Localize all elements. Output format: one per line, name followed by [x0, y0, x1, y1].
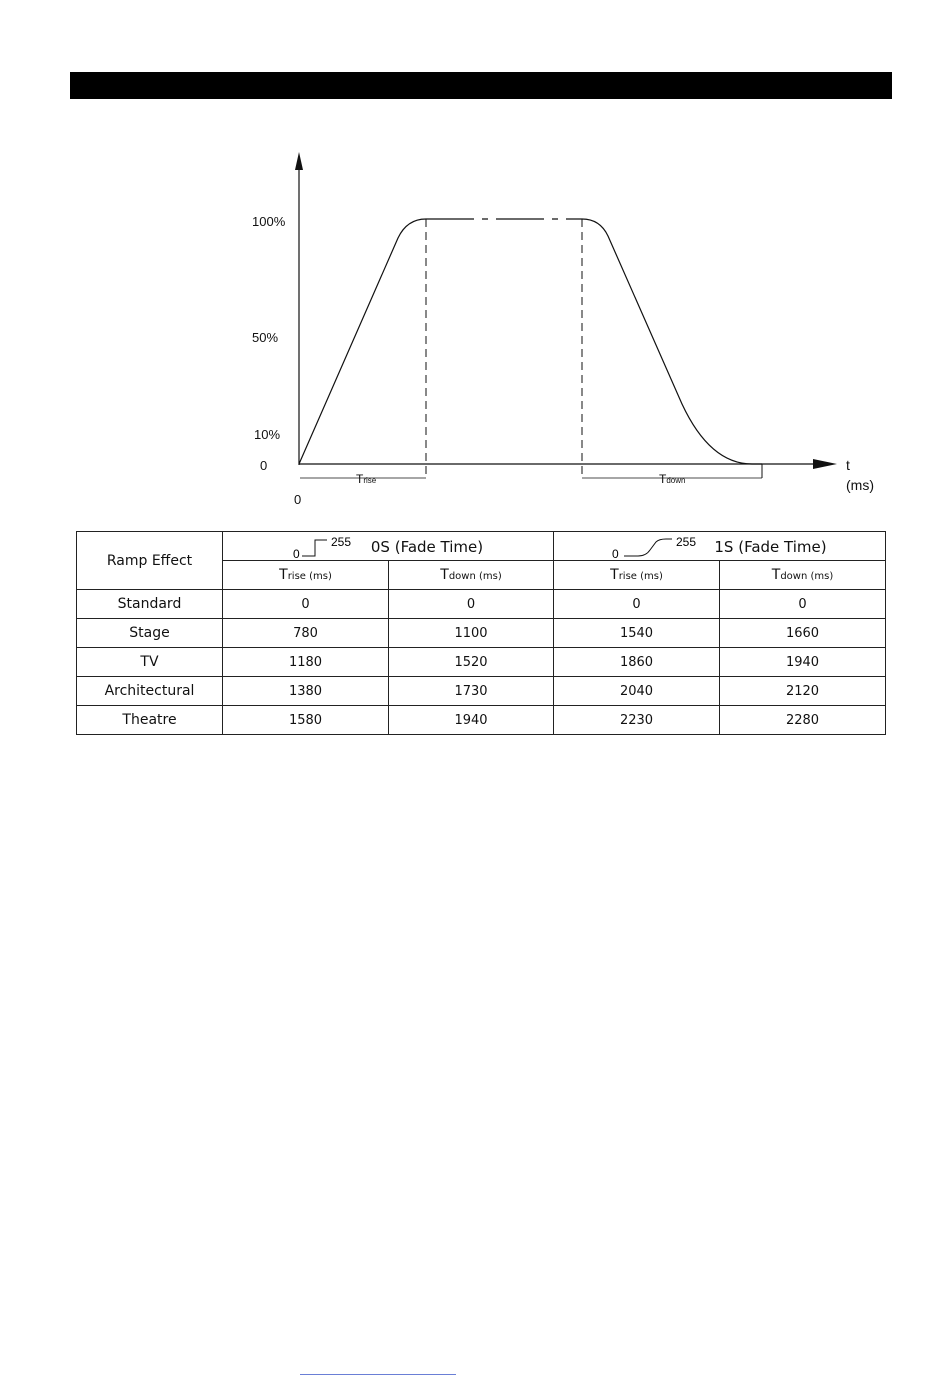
y-label-10: 10%: [254, 427, 281, 442]
ramp-curve-rise: [299, 219, 426, 464]
table-row: [77, 677, 886, 706]
cell-value: 1180: [223, 648, 389, 677]
row-name: Theatre: [77, 706, 223, 735]
ramp-effect-header: Ramp Effect: [77, 532, 223, 590]
header-bar: [70, 72, 892, 99]
cell-value: 1380: [223, 677, 389, 706]
cell-value: 1660: [720, 619, 886, 648]
footer-link-underline[interactable]: [300, 1374, 456, 1375]
cell-value: 2230: [554, 706, 720, 735]
cell-value: 1100: [389, 619, 554, 648]
y-label-100: 100%: [252, 214, 286, 229]
cell-value: 0: [554, 590, 720, 619]
subheader-rise-0s: Trise (ms): [223, 561, 389, 590]
fade-time-0s-label: 0S (Fade Time): [370, 538, 484, 556]
cell-value: 2280: [720, 706, 886, 735]
row-name: Standard: [77, 590, 223, 619]
x-axis-unit: (ms): [846, 477, 874, 493]
table-row: [77, 648, 886, 677]
cell-value: 0: [720, 590, 886, 619]
cell-value: 1940: [389, 706, 554, 735]
cell-value: 1860: [554, 648, 720, 677]
y-axis-arrow-icon: [295, 152, 303, 170]
cell-value: 1520: [389, 648, 554, 677]
fade-time-1s-header: [554, 532, 886, 561]
ramp-curve-fall: [582, 219, 762, 464]
subheader-down-0s: Tdown (ms): [389, 561, 554, 590]
ramp-diagram: [240, 140, 890, 520]
cell-value: 780: [223, 619, 389, 648]
y-label-50: 50%: [252, 330, 279, 345]
step-icon: [293, 536, 365, 560]
down-label: Tdown: [659, 472, 686, 486]
svg-text:255: 255: [676, 536, 697, 549]
y-label-0: 0: [260, 458, 268, 473]
svg-text:0: 0: [292, 547, 300, 560]
cell-value: 0: [223, 590, 389, 619]
svg-text:255: 255: [330, 536, 351, 549]
subheader-rise-1s: Trise (ms): [554, 561, 720, 590]
cell-value: 2040: [554, 677, 720, 706]
x-axis-label: t: [846, 457, 850, 473]
cell-value: 1730: [389, 677, 554, 706]
table-header-row: [77, 532, 886, 561]
svg-text:0: 0: [612, 547, 620, 560]
table-row: [77, 706, 886, 735]
fade-time-0s-header: [223, 532, 554, 561]
ramp-effect-table: [76, 531, 886, 735]
cell-value: 1580: [223, 706, 389, 735]
origin-label: 0: [294, 492, 302, 507]
cell-value: 0: [389, 590, 554, 619]
table-row: [77, 590, 886, 619]
ramp-icon: [612, 536, 708, 560]
cell-value: 1540: [554, 619, 720, 648]
row-name: Stage: [77, 619, 223, 648]
cell-value: 1940: [720, 648, 886, 677]
row-name: TV: [77, 648, 223, 677]
row-name: Architectural: [77, 677, 223, 706]
cell-value: 2120: [720, 677, 886, 706]
rise-label: Trise: [356, 472, 377, 486]
x-axis-arrow-icon: [813, 459, 837, 469]
subheader-down-1s: Tdown (ms): [720, 561, 886, 590]
table-row: [77, 619, 886, 648]
fade-time-1s-label: 1S (Fade Time): [714, 538, 827, 556]
